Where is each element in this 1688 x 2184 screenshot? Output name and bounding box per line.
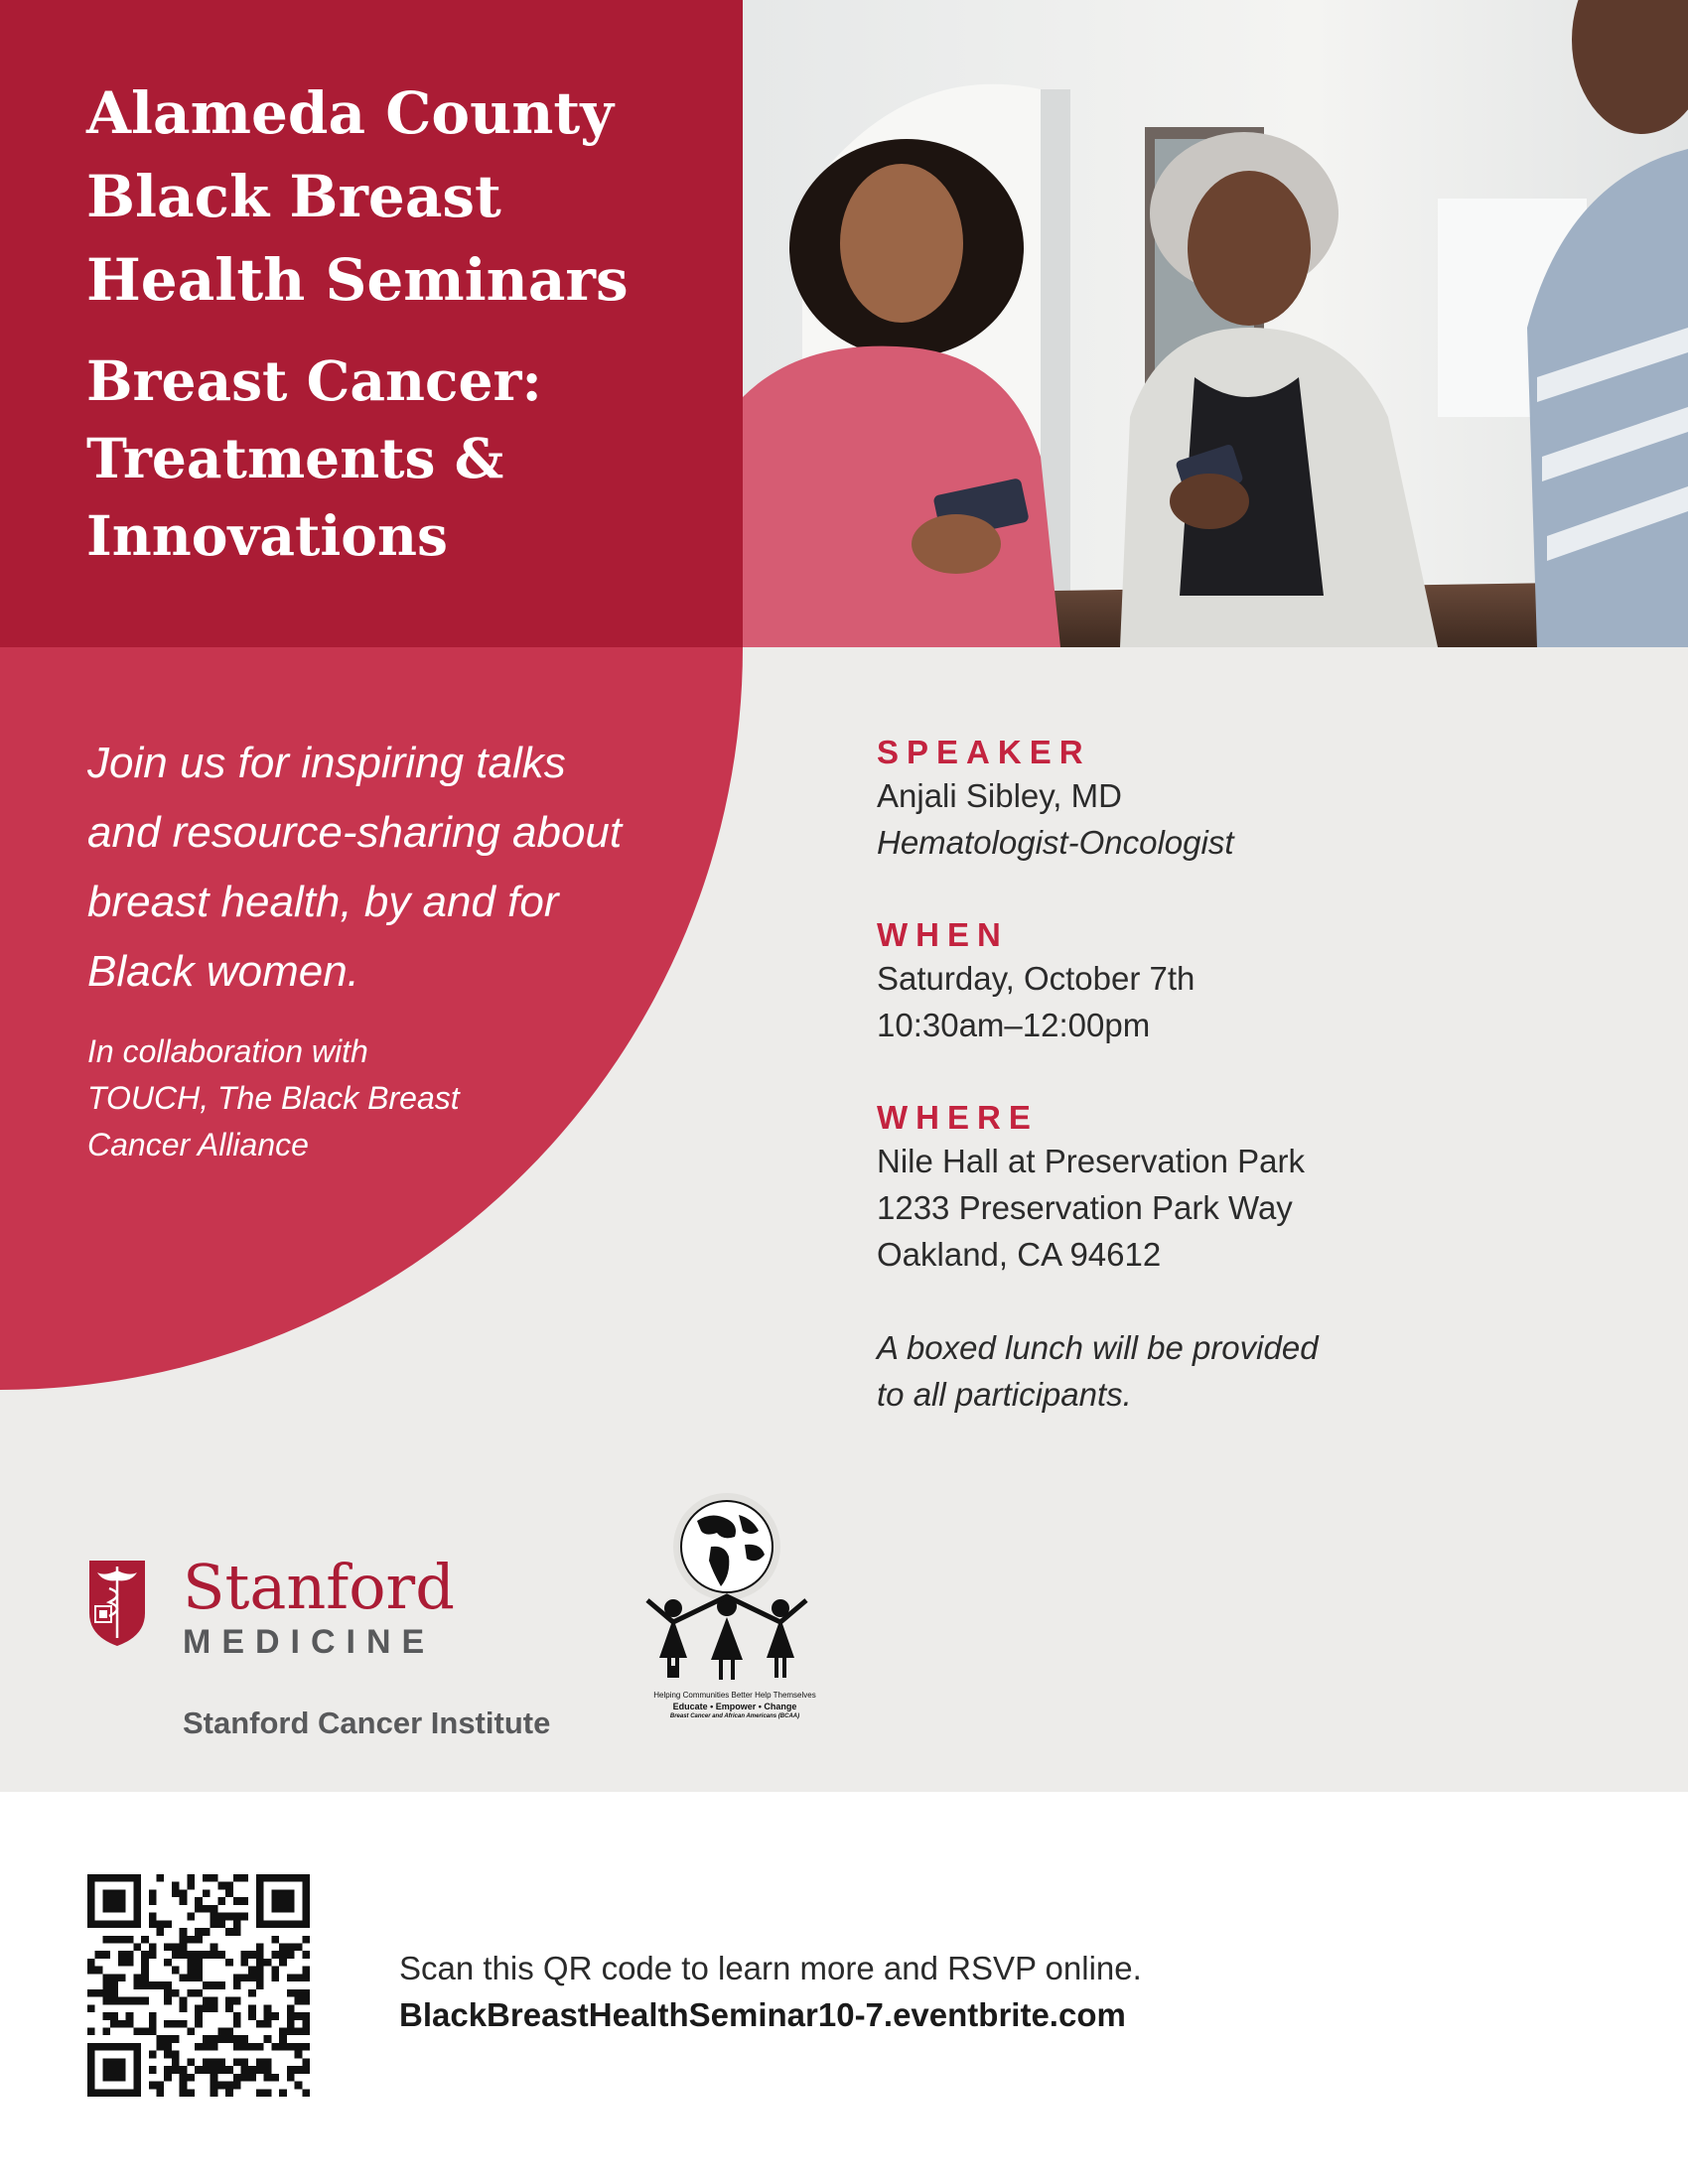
intro-line: and resource-sharing about (87, 808, 623, 857)
intro-line: breast health, by and for (87, 878, 559, 926)
speaker-block (877, 733, 1234, 866)
event-time: 10:30am–12:00pm (877, 1007, 1151, 1043)
footer (0, 1792, 1688, 2184)
event-date: Saturday, October 7th (877, 960, 1196, 997)
speaker-name: Anjali Sibley, MD (877, 777, 1122, 814)
medicine-wordmark: MEDICINE (183, 1623, 436, 1661)
sub-title-line: Innovations (86, 503, 448, 568)
collab-line: TOUCH, The Black Breast (87, 1080, 460, 1116)
footer-text (399, 1945, 1142, 2038)
main-title (86, 71, 722, 322)
collab-line: Cancer Alliance (87, 1127, 309, 1162)
main-title-line: Black Breast (86, 163, 501, 230)
venue-street: 1233 Preservation Park Way (877, 1189, 1293, 1226)
qr-code-icon[interactable] (87, 1874, 310, 2097)
stanford-wordmark: Stanford (183, 1551, 455, 1623)
bcaa-tagline (626, 1690, 844, 1721)
title-block (0, 0, 743, 647)
lunch-note (877, 1324, 1319, 1418)
when-heading: WHEN (877, 916, 1009, 953)
collab-line: In collaboration with (87, 1033, 368, 1069)
sub-title (86, 342, 722, 575)
lunch-line: to all participants. (877, 1376, 1132, 1413)
where-heading: WHERE (877, 1099, 1039, 1136)
bcaa-line: Helping Communities Better Help Themselves (653, 1691, 816, 1700)
scan-instruction: Scan this QR code to learn more and RSVP online. (399, 1950, 1142, 1986)
stanford-shield-icon (87, 1559, 147, 1648)
intro-line: Black women. (87, 947, 359, 996)
rsvp-url[interactable]: BlackBreastHealthSeminar10-7.eventbrite.com (399, 1996, 1126, 2033)
main-title-line: Health Seminars (86, 246, 629, 314)
lunch-line: A boxed lunch will be provided (877, 1329, 1319, 1366)
where-block (877, 1098, 1305, 1278)
globe-people-icon (628, 1491, 826, 1680)
main-title-line: Alameda County (86, 79, 614, 147)
when-block (877, 915, 1195, 1048)
hero-photo-illustration (743, 0, 1688, 647)
info-area (0, 647, 1688, 1792)
speaker-role: Hematologist-Oncologist (877, 824, 1234, 861)
sub-title-line: Breast Cancer: (86, 348, 542, 413)
speaker-heading: SPEAKER (877, 734, 1091, 770)
hero-photo (743, 0, 1688, 647)
collaboration-text (87, 1028, 544, 1168)
intro-line: Join us for inspiring talks (87, 739, 566, 787)
bcaa-line: Educate • Empower • Change (672, 1702, 797, 1711)
venue-name: Nile Hall at Preservation Park (877, 1143, 1305, 1179)
sub-title-line: Treatments & (86, 426, 504, 490)
intro-text (87, 729, 703, 1007)
bcaa-line: Breast Cancer and African Americans (BCAA) (669, 1713, 800, 1719)
venue-city: Oakland, CA 94612 (877, 1236, 1162, 1273)
cancer-institute-label: Stanford Cancer Institute (183, 1706, 551, 1740)
